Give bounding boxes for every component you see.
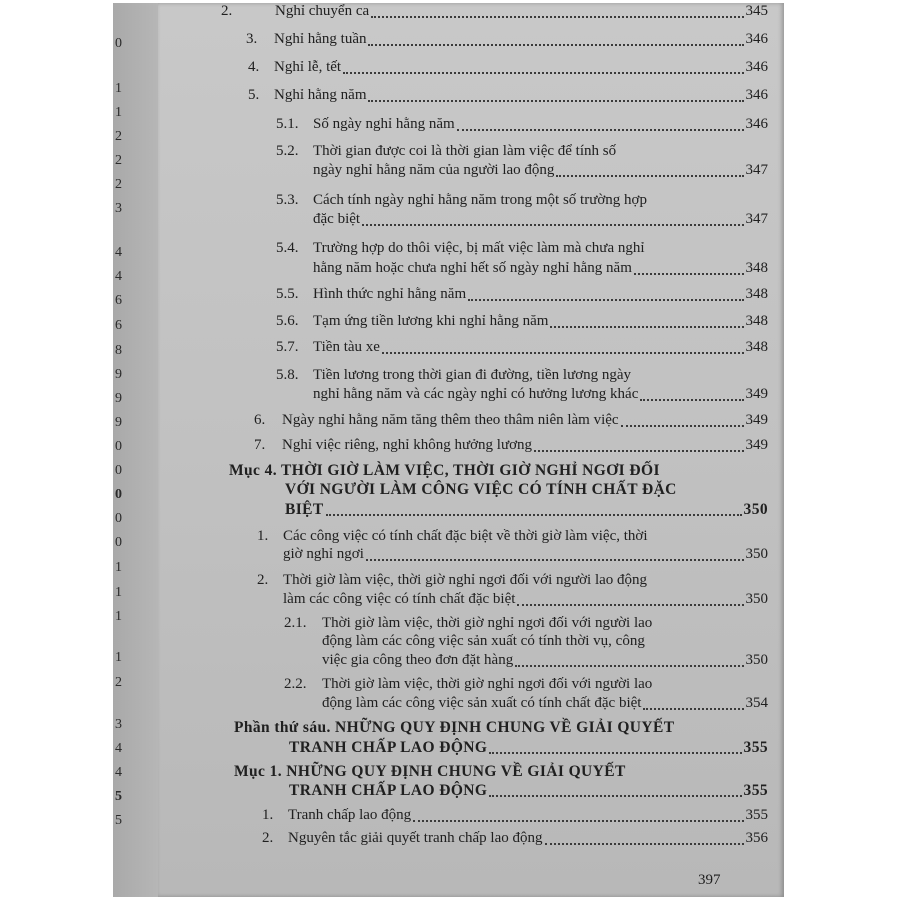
entry-page: 348 (745, 286, 768, 302)
section-heading: Mục 1. NHỮNG QUY ĐỊNH CHUNG VỀ GIẢI QUYẾT (234, 763, 626, 780)
facing-page-number: 5 (115, 813, 122, 828)
dot-leader (368, 34, 743, 46)
entry-number: 5.3. (276, 192, 299, 208)
entry-number: 5. (248, 87, 260, 103)
facing-page-number: 2 (115, 153, 122, 168)
entry-title: Trường hợp do thôi việc, bị mất việc làm mà chưa nghỉ (313, 240, 645, 256)
dot-leader (489, 785, 741, 797)
toc-entry-first-line (276, 142, 616, 161)
dot-leader (621, 415, 744, 427)
facing-page-number: 1 (115, 609, 122, 624)
facing-page-number: 4 (115, 741, 122, 756)
page-number: 397 (698, 872, 721, 888)
toc-entry-first-line (284, 614, 652, 633)
toc-entry (313, 385, 768, 404)
toc-entry (276, 338, 768, 357)
entry-title-continued: động làm các công việc sản xuất có tính chất đặc biệt (322, 695, 642, 711)
toc-entry (289, 738, 768, 757)
facing-page-number: 1 (115, 81, 122, 96)
facing-page-number: 3 (115, 717, 122, 732)
entry-page: 346 (745, 116, 768, 132)
facing-page-number: 9 (115, 391, 122, 406)
dot-leader (489, 742, 741, 754)
toc-entry (276, 115, 768, 134)
facing-page-number: 2 (115, 177, 122, 192)
toc-entry-first-line (257, 527, 648, 546)
entry-number: 4. (248, 59, 260, 75)
toc-entry (285, 500, 768, 519)
dot-leader (468, 289, 743, 301)
entry-title: Nghỉ hằng tuần (274, 31, 367, 47)
facing-page-number: 6 (115, 318, 122, 333)
dot-leader (556, 165, 743, 177)
entry-title: Tạm ứng tiền lương khi nghỉ hằng năm (313, 313, 549, 329)
entry-page: 356 (745, 830, 768, 846)
entry-number: 5.4. (276, 240, 299, 256)
toc-entry (276, 285, 768, 304)
toc-entry (322, 651, 768, 670)
section-heading: VỚI NGƯỜI LÀM CÔNG VIỆC CÓ TÍNH CHẤT ĐẶC (285, 481, 677, 498)
facing-page-number: 0 (115, 36, 122, 51)
toc-entry (246, 30, 768, 49)
entry-number: 2. (257, 572, 269, 588)
facing-page-number: 1 (115, 585, 122, 600)
toc-entry (276, 312, 768, 331)
entry-title: Tiền lương trong thời gian đi đường, tiền lương ngày (313, 367, 632, 383)
facing-page-number: 4 (115, 269, 122, 284)
dot-leader (517, 594, 743, 606)
entry-page: 346 (745, 31, 768, 47)
facing-page-number: 9 (115, 367, 122, 382)
facing-page-number: 0 (115, 439, 122, 454)
section-heading: BIỆT (285, 501, 324, 518)
toc-entry (289, 781, 768, 800)
entry-page: 355 (743, 739, 768, 756)
entry-title: Nghỉ chuyển ca (275, 3, 370, 19)
section-heading: Mục 4. THỜI GIỜ LÀM VIỆC, THỜI GIỜ NGHỈ NGƠI ĐỐI (229, 462, 660, 479)
part-heading: Phần thứ sáu. NHỮNG QUY ĐỊNH CHUNG VỀ GIẢI QUYẾT (234, 719, 675, 736)
entry-number: 7. (254, 437, 266, 453)
facing-page-number: 0 (115, 535, 122, 550)
facing-page-number: 0 (115, 511, 122, 526)
dot-leader (545, 833, 744, 845)
dot-leader (640, 389, 743, 401)
part-heading: TRANH CHẤP LAO ĐỘNG (289, 739, 488, 756)
toc-entry (283, 590, 768, 609)
toc-entry-middle-line: động làm các công việc sản xuất có tính thời vụ, công (322, 633, 645, 649)
facing-page-number: 8 (115, 343, 122, 358)
entry-number: 5.1. (276, 116, 299, 132)
entry-title-continued: việc gia công theo đơn đặt hàng (322, 652, 514, 668)
toc-entry (262, 806, 768, 825)
entry-title-continued: nghỉ hằng năm và các ngày nghỉ có hưởng lương khác (313, 386, 639, 402)
facing-page-number: 0 (115, 463, 122, 478)
toc-entry (248, 58, 768, 77)
entry-title: Hình thức nghỉ hằng năm (313, 286, 467, 302)
entry-page: 349 (745, 386, 768, 402)
entry-title-continued: giờ nghỉ ngơi (283, 546, 364, 562)
facing-page-number: 1 (115, 105, 122, 120)
entry-title-continued: hằng năm hoặc chưa nghỉ hết số ngày nghỉ hằng năm (313, 260, 632, 276)
entry-title: Thời giờ làm việc, thời giờ nghỉ ngơi đối với người lao (322, 676, 653, 692)
toc-entry-first-line (276, 191, 647, 210)
entry-page: 350 (745, 591, 768, 607)
entry-title: Nghỉ việc riêng, nghỉ không hưởng lương (282, 437, 533, 453)
facing-page-number: 9 (115, 415, 122, 430)
entry-title: Số ngày nghỉ hằng năm (313, 116, 455, 132)
toc-entry (254, 436, 768, 455)
entry-number: 1. (262, 807, 274, 823)
entry-page: 347 (745, 211, 768, 227)
facing-page-number: 6 (115, 293, 122, 308)
entry-number: 2.2. (284, 676, 307, 692)
entry-title: Cách tính ngày nghỉ hằng năm trong một số trường hợp (313, 192, 647, 208)
toc-entry (254, 411, 768, 430)
entry-number: 3. (246, 31, 258, 47)
dot-leader (534, 440, 743, 452)
entry-title: Nguyên tắc giải quyết tranh chấp lao động (288, 830, 543, 846)
entry-page: 350 (745, 652, 768, 668)
entry-number: 2. (262, 830, 274, 846)
facing-page-number: 0 (115, 487, 122, 502)
facing-page-number: 2 (115, 675, 122, 690)
dot-leader (366, 549, 744, 561)
entry-page: 349 (745, 437, 768, 453)
entry-title: Thời giờ làm việc, thời giờ nghỉ ngơi đối với người lao động (283, 572, 648, 588)
entry-number: 2. (221, 3, 233, 19)
entry-title: Các công việc có tính chất đặc biệt về thời giờ làm việc, thời (283, 528, 648, 544)
toc-entry (221, 2, 768, 21)
dot-leader (362, 214, 743, 226)
dot-leader (368, 90, 743, 102)
dot-leader (382, 342, 744, 354)
entry-number: 1. (257, 528, 269, 544)
dot-leader (371, 6, 743, 18)
dot-leader (643, 698, 743, 710)
entry-page: 348 (745, 313, 768, 329)
entry-page: 347 (745, 162, 768, 178)
entry-number: 5.5. (276, 286, 299, 302)
facing-page-edge (113, 3, 158, 897)
entry-title-continued: đặc biệt (313, 211, 361, 227)
entry-page: 350 (745, 546, 768, 562)
dot-leader (550, 316, 743, 328)
entry-title: Tiền tàu xe (313, 339, 380, 355)
section-heading: TRANH CHẤP LAO ĐỘNG (289, 782, 488, 799)
entry-title: Thời gian được coi là thời gian làm việc để tính số (313, 143, 617, 159)
entry-number: 5.7. (276, 339, 299, 355)
facing-page-number: 1 (115, 650, 122, 665)
dot-leader (326, 504, 742, 516)
entry-number: 2.1. (284, 615, 307, 631)
entry-title: Ngày nghỉ hằng năm tăng thêm theo thâm niên làm việc (282, 412, 619, 428)
facing-page-number: 2 (115, 129, 122, 144)
entry-page: 346 (745, 59, 768, 75)
dot-leader (634, 263, 744, 275)
facing-page-number: 3 (115, 201, 122, 216)
entry-title-continued: làm các công việc có tính chất đặc biệt (283, 591, 516, 607)
entry-title-continued: ngày nghỉ hằng năm của người lao động (313, 162, 555, 178)
entry-page: 349 (745, 412, 768, 428)
dot-leader (457, 119, 744, 131)
entry-page: 348 (745, 339, 768, 355)
entry-number: 5.2. (276, 143, 299, 159)
entry-title: Tranh chấp lao động (288, 807, 412, 823)
toc-entry (313, 259, 768, 278)
entry-title: Nghỉ lễ, tết (274, 59, 342, 75)
toc-entry (313, 161, 768, 180)
entry-number: 6. (254, 412, 266, 428)
facing-page-number: 1 (115, 560, 122, 575)
toc-entry (262, 829, 768, 848)
dot-leader (413, 810, 743, 822)
dot-leader (343, 62, 743, 74)
toc-entry (248, 86, 768, 105)
facing-page-number: 5 (115, 789, 122, 804)
dot-leader (515, 655, 743, 667)
entry-page: 345 (745, 3, 768, 19)
entry-page: 355 (745, 807, 768, 823)
entry-title: Thời giờ làm việc, thời giờ nghỉ ngơi đối với người lao (322, 615, 653, 631)
facing-page-number: 4 (115, 765, 122, 780)
entry-page: 354 (745, 695, 768, 711)
entry-page: 348 (745, 260, 768, 276)
entry-title: Nghỉ hằng năm (274, 87, 367, 103)
entry-page: 350 (743, 501, 768, 518)
toc-entry (313, 210, 768, 229)
toc-entry (283, 545, 768, 564)
facing-page-number: 4 (115, 245, 122, 260)
entry-page: 355 (743, 782, 768, 799)
toc-entry-first-line (276, 239, 645, 258)
entry-number: 5.6. (276, 313, 299, 329)
toc-entry-first-line (284, 675, 652, 694)
toc-entry-first-line (257, 571, 647, 590)
entry-number: 5.8. (276, 367, 299, 383)
toc-entry-first-line (276, 366, 631, 385)
toc-entry (322, 694, 768, 713)
entry-page: 346 (745, 87, 768, 103)
